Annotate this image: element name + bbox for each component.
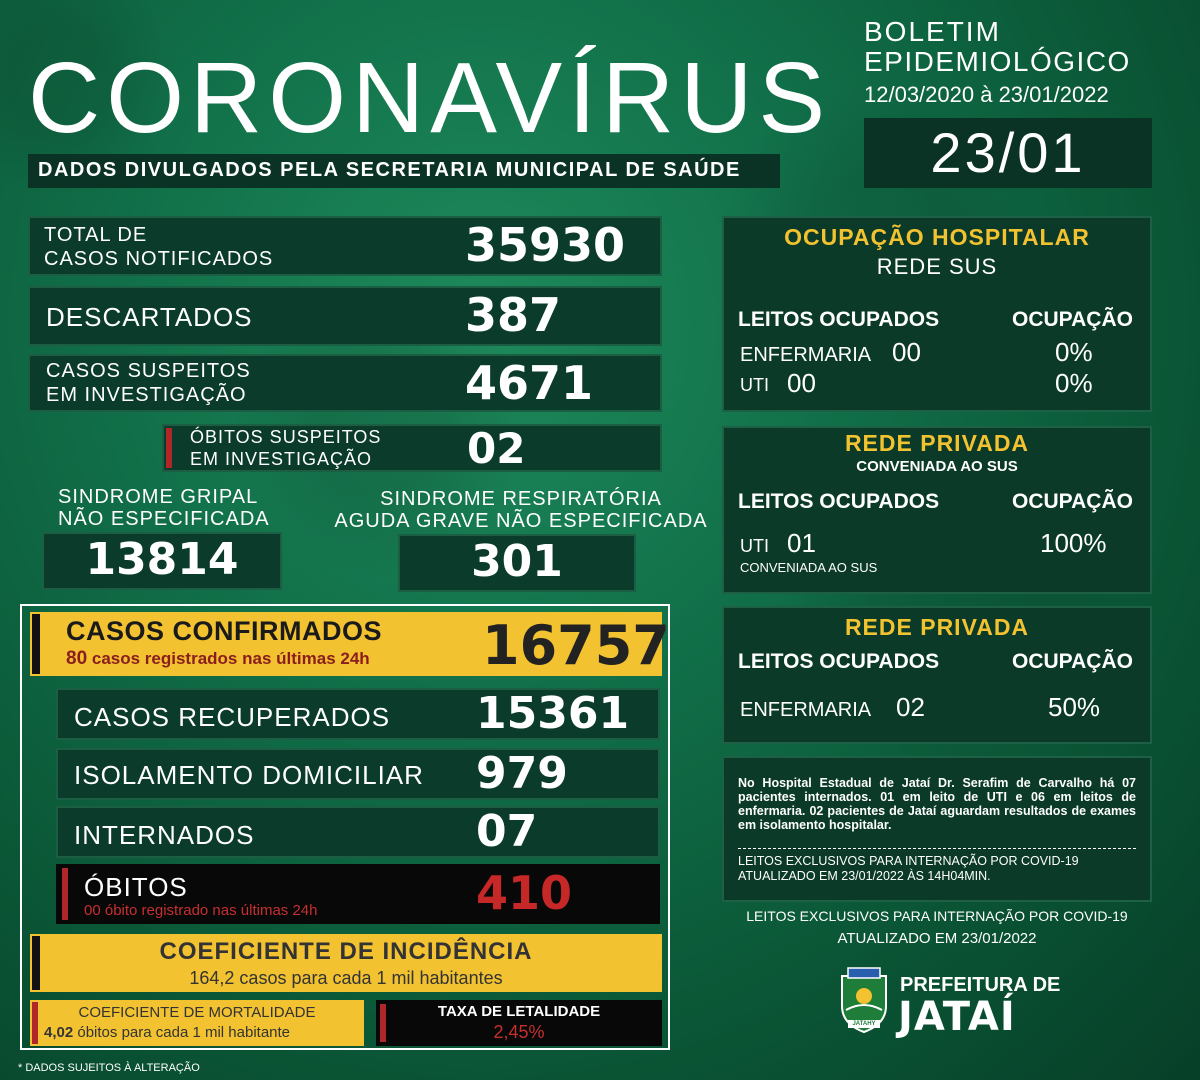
total-label-2: CASOS NOTIFICADOS: [44, 248, 274, 270]
hosp-sus-col2: OCUPAÇÃO: [1012, 308, 1133, 331]
obitos-accent: [62, 868, 68, 920]
hosp-sus-row2-pct: 0%: [1055, 368, 1093, 398]
hosp-sus-row2-value: 00: [787, 368, 816, 398]
privada-conv-row1-label: UTI: [740, 536, 769, 556]
internados-value: 07: [476, 806, 538, 857]
hosp-sus-row1-value: 00: [892, 337, 921, 367]
isolamento-value: 979: [476, 748, 568, 799]
confirmed-recent: [66, 648, 370, 670]
privada-conv-title: REDE PRIVADA: [844, 430, 1030, 456]
total-label-1: TOTAL DE: [44, 224, 148, 246]
privada-col2: OCUPAÇÃO: [1012, 650, 1133, 673]
privada-row1-pct: 50%: [1048, 692, 1101, 722]
privada-title: REDE PRIVADA: [844, 614, 1030, 640]
recuperados-label: CASOS RECUPERADOS: [74, 702, 391, 732]
suspeitos-value: 4671: [465, 356, 594, 410]
mortalidade-text-line: [44, 1024, 290, 1041]
confirmed-recent-count: 80: [66, 648, 88, 669]
obitos-label: ÓBITOS: [84, 872, 188, 902]
sg-label-2: NÃO ESPECIFICADA: [58, 508, 270, 530]
privada-row1-label: ENFERMARIA: [740, 699, 872, 721]
hosp-sus-title: OCUPAÇÃO HOSPITALAR: [784, 224, 1090, 250]
incidencia-text: 164,2 casos para cada 1 mil habitantes: [189, 968, 503, 988]
suspeitos-label-2: EM INVESTIGAÇÃO: [46, 384, 247, 406]
city-seal-text: JATAHY: [852, 1021, 876, 1027]
note-line2: ATUALIZADO EM 23/01/2022 ÀS 14H04MIN.: [738, 869, 991, 883]
obitos-value: 410: [476, 866, 573, 920]
bulletin-label-2: EPIDEMIOLÓGICO: [864, 46, 1131, 77]
privada-conv-row1-pct: 100%: [1040, 528, 1107, 558]
privada-conv-row1-value: 01: [787, 528, 816, 558]
bulletin-period: 12/03/2020 à 23/01/2022: [864, 82, 1109, 107]
hosp-sus-subtitle: REDE SUS: [876, 254, 998, 279]
total-value: 35930: [465, 218, 626, 272]
hosp-sus-row1-label: ENFERMARIA: [740, 344, 872, 366]
mortalidade-label: COEFICIENTE DE MORTALIDADE: [78, 1004, 316, 1021]
sg-label-1: SINDROME GRIPAL: [58, 486, 259, 508]
srag-label-2: AGUDA GRAVE NÃO ESPECIFICADA: [334, 510, 708, 532]
bottom-note-line1: LEITOS EXCLUSIVOS PARA INTERNAÇÃO POR COVID-19: [746, 908, 1128, 924]
city-seal-icon: [836, 966, 892, 1034]
letalidade-label: TAXA DE LETALIDADE: [437, 1003, 601, 1020]
letalidade-value: 2,45%: [493, 1022, 545, 1042]
internados-label: INTERNADOS: [74, 820, 255, 850]
hosp-sus-row2-label: UTI: [740, 375, 769, 395]
mortalidade-text: óbitos para cada 1 mil habitante: [77, 1024, 291, 1041]
obitos-suspeitos-value: 02: [467, 424, 526, 473]
obitos-recent: 00 óbito registrado nas últimas 24h: [84, 902, 318, 919]
note-line1: LEITOS EXCLUSIVOS PARA INTERNAÇÃO POR COVID-19: [738, 854, 1079, 868]
suspeitos-label-1: CASOS SUSPEITOS: [46, 360, 251, 382]
hosp-sus-row1-pct: 0%: [1055, 337, 1093, 367]
srag-value: 301: [471, 536, 563, 587]
page-title: CORONAVÍRUS: [28, 42, 832, 154]
confirmed-value: 16757: [482, 614, 670, 677]
recuperados-value: 15361: [476, 688, 630, 739]
obitos-suspeitos-label-1: ÓBITOS SUSPEITOS: [190, 427, 382, 447]
sg-value: 13814: [85, 534, 239, 585]
privada-conv-row1-note: CONVENIADA AO SUS: [740, 560, 878, 575]
privada-conv-col2: OCUPAÇÃO: [1012, 490, 1133, 513]
descartados-value: 387: [465, 288, 562, 342]
hosp-sus-col1: LEITOS OCUPADOS: [738, 308, 940, 331]
bottom-note-line2: ATUALIZADO EM 23/01/2022: [837, 930, 1037, 947]
obitos-suspeitos-label-2: EM INVESTIGAÇÃO: [190, 449, 373, 469]
bulletin-label-1: BOLETIM: [864, 16, 1001, 47]
logo-line1: PREFEITURA DE: [900, 974, 1061, 996]
footnote: * DADOS SUJEITOS À ALTERAÇÃO: [18, 1062, 200, 1074]
confirmed-recent-text: casos registrados nas últimas 24h: [91, 649, 370, 668]
logo-line2: JATAÍ: [898, 994, 1016, 1040]
srag-label-1: SINDROME RESPIRATÓRIA: [380, 488, 662, 510]
privada-conv-col1: LEITOS OCUPADOS: [738, 490, 940, 513]
confirmed-accent: [32, 614, 40, 674]
privada-row1-value: 02: [896, 692, 925, 722]
confirmed-label: CASOS CONFIRMADOS: [66, 616, 383, 646]
bulletin-date: 23/01: [930, 121, 1086, 184]
isolamento-label: ISOLAMENTO DOMICILIAR: [74, 760, 424, 790]
note-text: No Hospital Estadual de Jataí Dr. Serafim de Carvalho há 07 pacientes internados. 01 em leito de UTI e 06 em leitos de enfermaria. 02 pacientes de Jataí aguardam resultados de exames em isolamento hospitalar.: [738, 776, 1136, 832]
incidencia-label: COEFICIENTE DE INCIDÊNCIA: [159, 938, 533, 965]
privada-conv-subtitle: CONVENIADA AO SUS: [856, 458, 1018, 475]
page-subtitle: DADOS DIVULGADOS PELA SECRETARIA MUNICIPAL DE SAÚDE: [38, 159, 741, 181]
privada-col1: LEITOS OCUPADOS: [738, 650, 940, 673]
obitos-suspeitos-accent: [166, 428, 172, 468]
mortalidade-value: 4,02: [44, 1024, 74, 1041]
note-divider: [738, 848, 1136, 849]
descartados-label: DESCARTADOS: [46, 302, 253, 332]
